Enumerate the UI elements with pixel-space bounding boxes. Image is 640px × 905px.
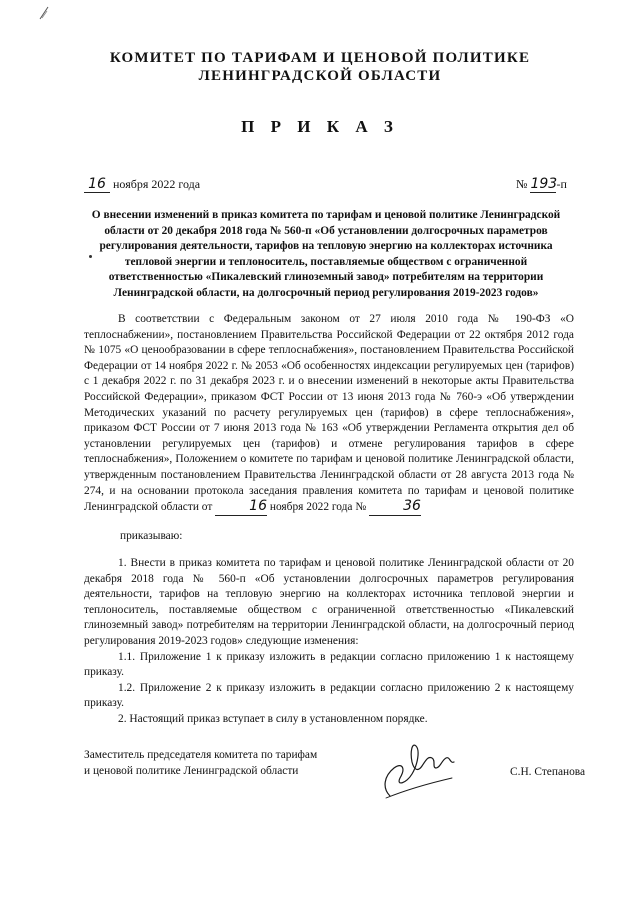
document-date (84, 176, 200, 193)
signatory-name: С.Н. Степанова (510, 766, 586, 778)
document-number (516, 176, 567, 193)
signatory-position (84, 747, 317, 779)
organization-name-line1: КОМИТЕТ ПО ТАРИФАМ И ЦЕНОВОЙ ПОЛИТИКЕ (109, 50, 531, 66)
order-item-1-2: 1.2. Приложение 2 к приказу изложить в редакции согласно приложению 2 к настоящему приказу. (84, 681, 574, 710)
preamble-paragraph (84, 312, 574, 516)
document-type-title: П Р И К А З (241, 117, 399, 136)
number-value: 193 (530, 176, 558, 192)
protocol-number: 36 (369, 499, 421, 516)
handwritten-signature (376, 738, 462, 804)
scan-mark (38, 6, 50, 20)
order-item-1: 1. Внести в приказ комитета по тарифам и ценовой политике Ленинградской области от 20 декабря 2018 года № 560-п «Об установлении долгосрочных параметров регулирования деятельности, тарифов на тепловую энергию на коллекторах источника тепловой энергии и теплоноситель, поставляемые обществом с ограниченной ответственностью «Пикалевский глиноземный завод» потребителям на территории Ленинградской области, на долгосрочный период регулирования 2019-2023 годов» следующие изменения: (84, 557, 574, 647)
preamble (84, 312, 574, 516)
preamble-text: В соответствии с Федеральным законом от 27 июля 2010 года № 190-ФЗ «О теплоснабжении», постановлением Правительства Российской Федерации от 22 октября 2012 года № 1075 «О ценообразовании в сфере теплоснабжения», постановлением Правительства Российской Федерации от 14 ноября 2022 г. № 2053 «Об особенностях индексации регулируемых цен (тарифов) с 1 декабря 2022 г. по 31 декабря 2023 г. и о внесении изменений в некоторые акты Правительства Российской Федерации», приказом ФСТ России от 13 июня 2013 года № 760-э «Об утверждении Методических указаний по расчету регулируемых цен (тарифов) в сфере теплоснабжения», приказом ФСТ России от 7 июня 2013 года № 163 «Об утверждении Регламента открытия дел об установлении регулируемых цен (тарифов) и отмене регулирования тарифов в сфере теплоснабжения», Положением о комитете по тарифам и ценовой политике Ленинградской области, утвержденным постановлением Правительства Ленинградской области от 28 августа 2013 года № 274, и на основании протокола заседания правления комитета по тарифам и ценовой политике Ленинградской области от (84, 313, 574, 514)
order-item-2: 2. Настоящий приказ вступает в силу в установленном порядке. (118, 712, 428, 725)
protocol-day: 16 (215, 499, 267, 516)
order-word: приказываю: (120, 530, 183, 542)
signatory-position-line2: и ценовой политике Ленинградской области (84, 765, 299, 777)
document-month-year: ноября 2022 года (113, 177, 201, 191)
order-items (84, 556, 574, 728)
document-subject: О внесении изменений в приказ комитета по тарифам и ценовой политике Ленинградской области от 20 декабря 2018 года № 560-п «Об установлении долгосрочных параметров регулирования деятельности, тарифов на тепловую энергию на коллекторах источника тепловой энергии и теплоноситель, поставляемые обществом с ограниченной ответственностью «Пикалевский глиноземный завод» потребителям на территории Ленинградской области, на долгосрочный период регулирования 2019-2023 годов» (91, 209, 561, 299)
number-prefix: № (516, 177, 528, 191)
number-suffix: -п (556, 177, 567, 191)
signatory-position-line1: Заместитель председателя комитета по тарифам (84, 749, 318, 761)
protocol-date-tail: ноября 2022 года № (269, 501, 367, 514)
order-item-1-1: 1.1. Приложение 1 к приказу изложить в редакции согласно приложению 1 к настоящему приказу. (84, 650, 574, 679)
document-day: 16 (84, 176, 110, 193)
organization-name-line2: ЛЕНИНГРАДСКОЙ ОБЛАСТИ (198, 68, 442, 84)
